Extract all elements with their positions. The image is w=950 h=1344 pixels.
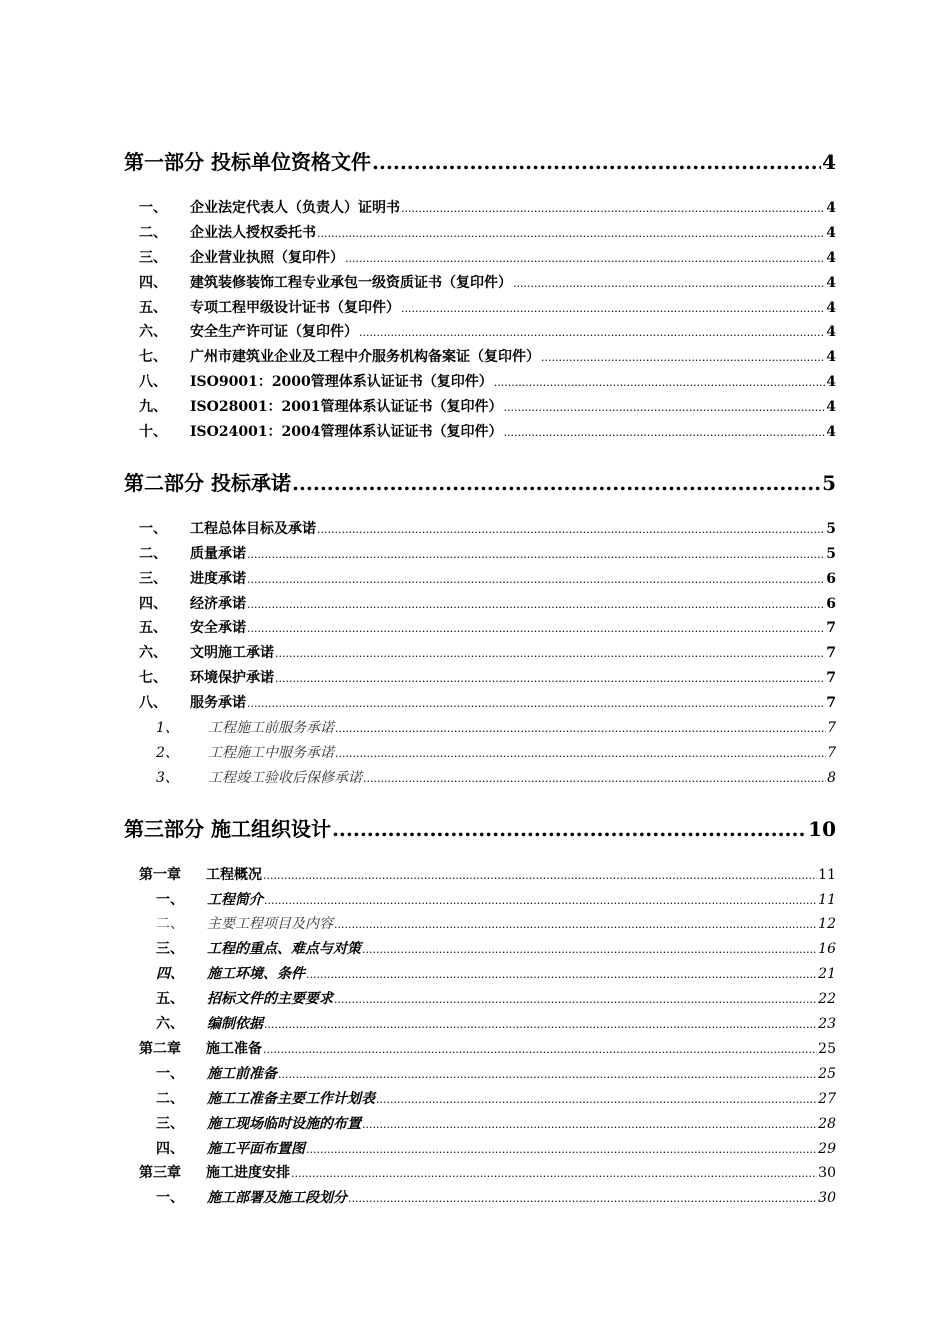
item-label: 专项工程甲级设计证书（复印件）	[190, 299, 400, 316]
toc-subitem[interactable]	[124, 766, 836, 791]
dot-leader	[247, 542, 825, 568]
dot-leader	[264, 888, 817, 914]
dot-leader	[264, 1012, 817, 1038]
dot-leader	[278, 1062, 817, 1088]
dot-leader	[504, 420, 826, 446]
dot-leader	[263, 1037, 817, 1063]
item-label: 进度承诺	[190, 570, 246, 587]
item-label: ISO24001：2004管理体系认证证书（复印件）	[190, 424, 503, 441]
chapter-number: 第二章	[139, 1040, 181, 1057]
toc-section[interactable]	[124, 1186, 836, 1211]
toc-item[interactable]	[124, 345, 836, 370]
toc-chapter[interactable]	[124, 863, 836, 888]
section-label: 工程的重点、难点与对策	[207, 941, 361, 958]
item-label: 企业法定代表人（负责人）证明书	[190, 200, 400, 216]
item-number: 一、	[139, 200, 167, 216]
dot-leader	[306, 962, 817, 988]
subitem-label: 工程施工前服务承诺	[208, 720, 334, 737]
toc-chapter[interactable]	[124, 1037, 836, 1062]
item-number: 八、	[139, 374, 167, 391]
item-number: 五、	[139, 620, 167, 637]
page-number: 4	[822, 150, 836, 174]
dot-leader	[359, 320, 825, 346]
section-label: 工程简介	[207, 891, 263, 908]
section-number: 一、	[156, 891, 184, 908]
item-number: 二、	[139, 224, 167, 241]
item-label: 质量承诺	[190, 545, 246, 562]
page-number: 4	[826, 324, 836, 341]
dot-leader	[247, 691, 825, 717]
section-number: 四、	[156, 966, 184, 983]
item-number: 九、	[139, 399, 167, 416]
toc-item[interactable]	[124, 370, 836, 395]
page-number: 4	[826, 399, 836, 416]
section-number: 四、	[156, 1140, 184, 1157]
item-label: 广州市建筑业企业及工程中介服务机构备案证（复印件）	[190, 349, 540, 366]
toc-section[interactable]	[124, 1137, 836, 1162]
page-number: 7	[826, 645, 836, 662]
dot-leader	[401, 296, 825, 322]
dot-leader	[541, 345, 825, 371]
dot-leader	[334, 912, 817, 938]
section-label: 施工环境、条件	[207, 966, 305, 983]
page-number: 4	[826, 200, 836, 216]
page-number: 5	[826, 520, 836, 537]
dot-leader	[513, 271, 825, 297]
toc-item[interactable]	[124, 517, 836, 542]
section-label: 施工工准备主要工作计划表	[207, 1090, 375, 1107]
page-number: 10	[808, 816, 836, 841]
toc-section[interactable]	[124, 1012, 836, 1037]
page-number: 25	[818, 1040, 836, 1057]
section-label: 施工平面布置图	[207, 1140, 305, 1157]
item-number: 四、	[139, 595, 167, 612]
item-label: 安全生产许可证（复印件）	[190, 324, 358, 341]
item-number: 五、	[139, 299, 167, 316]
part-title: 第二部分 投标承诺	[124, 470, 291, 495]
page-number: 30	[818, 1190, 836, 1207]
section-number: 五、	[156, 991, 184, 1008]
dot-leader	[292, 459, 821, 507]
subitem-label: 工程施工中服务承诺	[208, 744, 334, 761]
section-label: 施工前准备	[207, 1065, 277, 1082]
section-number: 二、	[156, 916, 184, 933]
item-number: 二、	[139, 545, 167, 562]
page-number: 5	[822, 470, 836, 495]
page-number: 6	[826, 570, 836, 587]
page-number: 8	[827, 769, 836, 786]
subitem-number: 1、	[156, 720, 179, 737]
dot-leader	[504, 395, 826, 421]
toc-part-2[interactable]	[124, 459, 836, 507]
item-label: ISO9001：2000管理体系认证证书（复印件）	[190, 374, 493, 391]
dot-leader	[247, 567, 825, 593]
page-number: 29	[818, 1140, 836, 1157]
toc-item[interactable]	[124, 616, 836, 641]
dot-leader	[334, 987, 817, 1013]
subitem-label: 工程竣工验收后保修承诺	[208, 769, 362, 786]
subitem-number: 2、	[156, 744, 179, 761]
part-title: 第一部分 投标单位资格文件	[124, 150, 371, 174]
item-label: 企业法人授权委托书	[190, 224, 316, 241]
dot-leader	[335, 741, 826, 767]
chapter-label: 工程概况	[206, 866, 262, 883]
dot-leader	[494, 370, 825, 396]
dot-leader	[247, 616, 825, 642]
toc-section[interactable]	[124, 912, 836, 937]
page-number: 11	[818, 866, 836, 883]
toc-section[interactable]	[124, 937, 836, 962]
dot-leader	[362, 937, 817, 963]
page-number: 4	[826, 274, 836, 291]
item-number: 七、	[139, 349, 167, 366]
page-number: 23	[818, 1016, 836, 1033]
item-number: 七、	[139, 670, 167, 687]
page-number: 5	[826, 545, 836, 562]
toc-item[interactable]	[124, 246, 836, 271]
page-number: 4	[826, 349, 836, 366]
item-number: 十、	[139, 424, 167, 441]
item-number: 八、	[139, 695, 167, 712]
dot-leader	[401, 196, 825, 222]
page-number: 7	[827, 744, 836, 761]
section-label: 主要工程项目及内容	[207, 916, 333, 933]
item-label: 服务承诺	[190, 695, 246, 712]
item-label: 工程总体目标及承诺	[190, 520, 316, 537]
chapter-number: 第一章	[139, 866, 181, 883]
toc-item[interactable]	[124, 641, 836, 666]
page-number: 4	[826, 249, 836, 266]
chapter-number: 第三章	[139, 1165, 181, 1182]
toc-chapter[interactable]	[124, 1161, 836, 1186]
page-number: 11	[818, 891, 836, 908]
dot-leader	[332, 805, 807, 853]
dot-leader	[363, 766, 826, 792]
dot-leader	[317, 517, 825, 543]
page-number: 27	[818, 1090, 836, 1107]
toc-subitem[interactable]	[124, 741, 836, 766]
section-label: 编制依据	[207, 1016, 263, 1033]
item-label: 经济承诺	[190, 595, 246, 612]
toc-item[interactable]	[124, 666, 836, 691]
dot-leader	[348, 1186, 817, 1212]
table-of-contents	[124, 138, 836, 1211]
toc-section[interactable]	[124, 962, 836, 987]
dot-leader	[263, 863, 817, 889]
dot-leader	[376, 1087, 817, 1113]
section-number: 一、	[156, 1190, 184, 1207]
part-title: 第三部分 施工组织设计	[124, 816, 331, 841]
item-label: 文明施工承诺	[190, 645, 274, 662]
page-number: 30	[818, 1165, 836, 1182]
page-number: 12	[818, 916, 836, 933]
item-number: 六、	[139, 645, 167, 662]
item-number: 一、	[139, 520, 167, 537]
item-label: 安全承诺	[190, 620, 246, 637]
item-number: 六、	[139, 324, 167, 341]
toc-item[interactable]	[124, 592, 836, 617]
page-number: 4	[826, 424, 836, 441]
chapter-label: 施工准备	[206, 1040, 262, 1057]
toc-section[interactable]	[124, 888, 836, 913]
item-label: 环境保护承诺	[190, 670, 274, 687]
item-number: 三、	[139, 249, 167, 266]
toc-subitem[interactable]	[124, 716, 836, 741]
page-number: 16	[818, 941, 836, 958]
page-number: 6	[826, 595, 836, 612]
section-label: 招标文件的主要要求	[207, 991, 333, 1008]
section-number: 三、	[156, 1115, 184, 1132]
page-number: 28	[818, 1115, 836, 1132]
section-number: 六、	[156, 1016, 184, 1033]
page-number: 4	[826, 374, 836, 391]
section-number: 一、	[156, 1065, 184, 1082]
toc-item[interactable]	[124, 296, 836, 321]
toc-part-1[interactable]	[124, 138, 836, 186]
page-number: 21	[818, 966, 836, 983]
toc-item[interactable]	[124, 320, 836, 345]
item-number: 四、	[139, 274, 167, 291]
toc-item[interactable]	[124, 196, 836, 221]
dot-leader	[275, 666, 825, 692]
dot-leader	[362, 1112, 817, 1138]
section-label: 施工现场临时设施的布置	[207, 1115, 361, 1132]
toc-item[interactable]	[124, 271, 836, 296]
toc-item[interactable]	[124, 691, 836, 716]
toc-part-3[interactable]	[124, 805, 836, 853]
subitem-number: 3、	[156, 769, 179, 786]
toc-section[interactable]	[124, 1112, 836, 1137]
page-number: 7	[827, 720, 836, 737]
page-number: 4	[826, 299, 836, 316]
section-label: 施工部署及施工段划分	[207, 1190, 347, 1207]
toc-item[interactable]	[124, 420, 836, 445]
section-number: 二、	[156, 1090, 184, 1107]
toc-section[interactable]	[124, 1062, 836, 1087]
page-number: 22	[818, 991, 836, 1008]
page-number: 7	[826, 695, 836, 712]
section-number: 三、	[156, 941, 184, 958]
item-label: 建筑装修装饰工程专业承包一级资质证书（复印件）	[190, 274, 512, 291]
dot-leader	[335, 716, 826, 742]
dot-leader	[345, 246, 825, 272]
toc-item[interactable]	[124, 221, 836, 246]
item-label: ISO28001：2001管理体系认证证书（复印件）	[190, 399, 503, 416]
toc-item[interactable]	[124, 395, 836, 420]
toc-item[interactable]	[124, 542, 836, 567]
page-number: 4	[826, 224, 836, 241]
toc-section[interactable]	[124, 1087, 836, 1112]
item-label: 企业营业执照（复印件）	[190, 249, 344, 266]
chapter-label: 施工进度安排	[206, 1165, 290, 1182]
dot-leader	[291, 1161, 817, 1187]
toc-item[interactable]	[124, 567, 836, 592]
dot-leader	[372, 138, 821, 186]
page-number: 7	[826, 670, 836, 687]
toc-section[interactable]	[124, 987, 836, 1012]
dot-leader	[306, 1137, 817, 1163]
item-number: 三、	[139, 570, 167, 587]
dot-leader	[275, 641, 825, 667]
dot-leader	[317, 221, 825, 247]
page-number: 7	[826, 620, 836, 637]
page-number: 25	[818, 1065, 836, 1082]
dot-leader	[247, 592, 825, 618]
